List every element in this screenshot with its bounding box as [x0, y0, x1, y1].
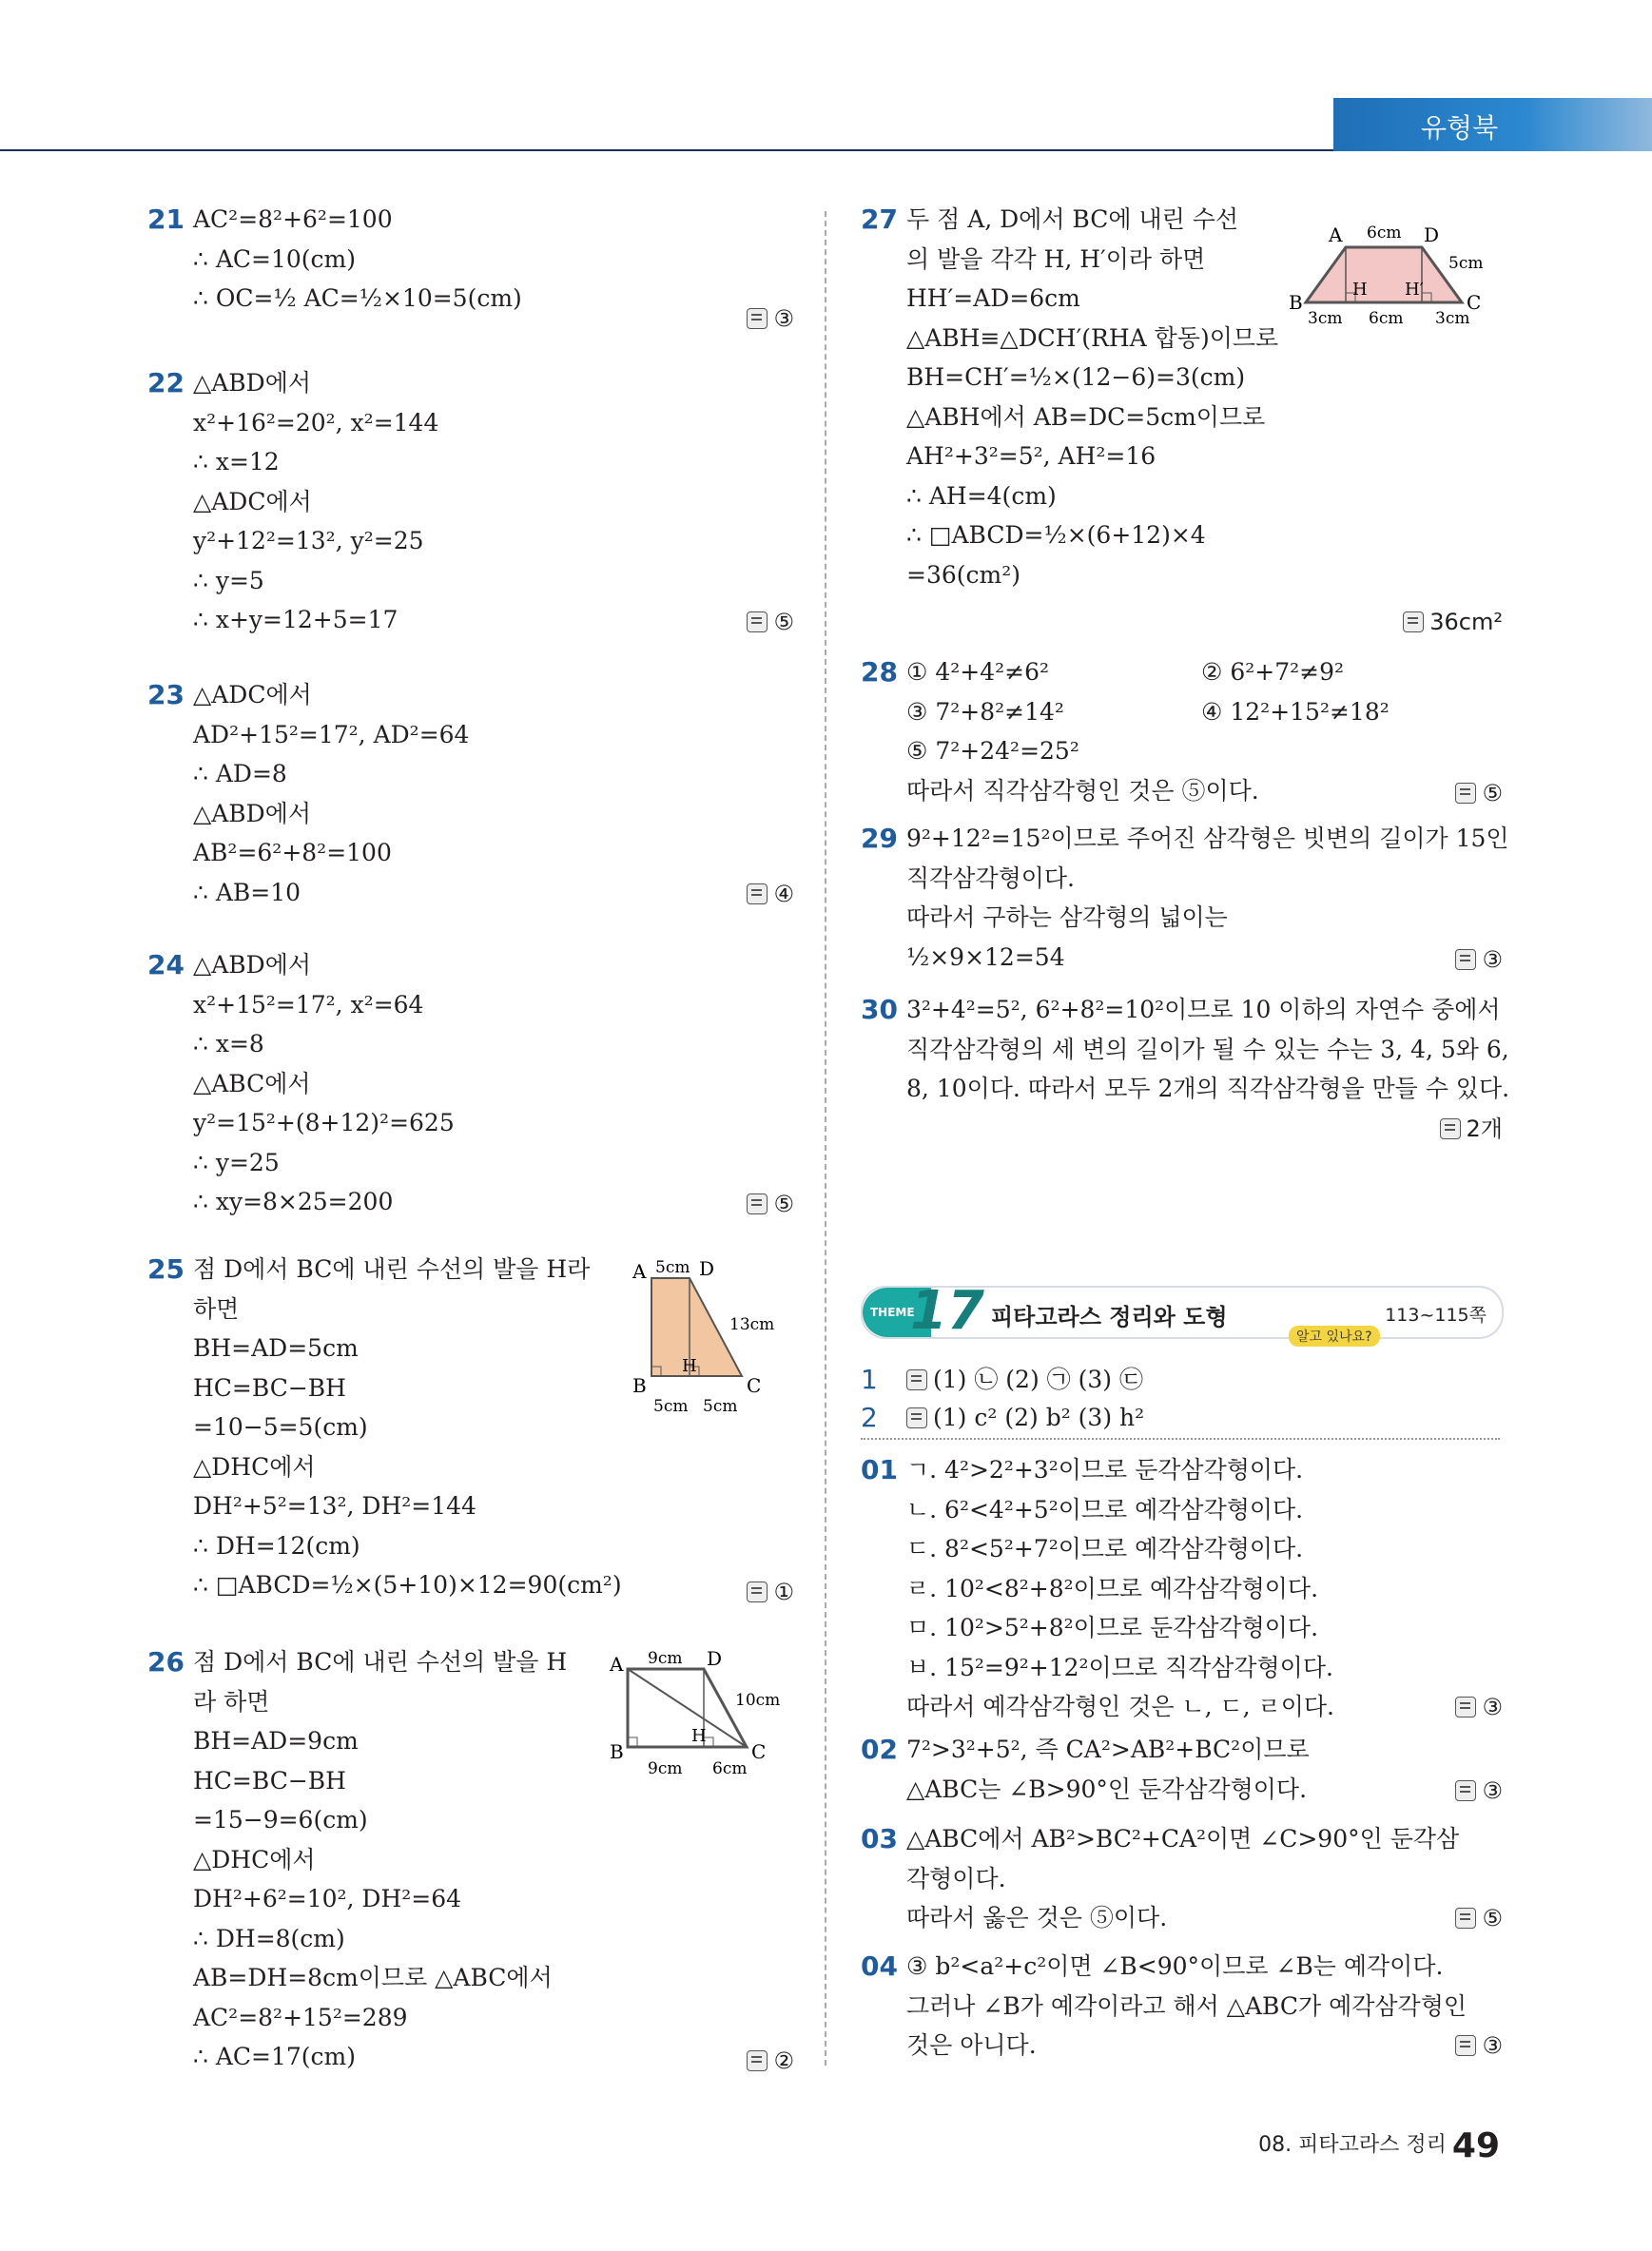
problem-number: 02 — [861, 1734, 898, 1765]
problem-number: 27 — [861, 204, 898, 235]
line: ㄱ. 4²>2²+3²이므로 둔각삼각형이다. — [906, 1456, 1304, 1484]
problem-26 — [147, 1642, 794, 2080]
line: HC=BC−BH — [193, 1766, 346, 1795]
line: ∴ x=12 — [193, 448, 280, 475]
line: 그러나 ∠B가 예각이라고 해서 △ABC가 예각삼각형인 — [906, 1991, 1467, 2020]
problem-number: 2 — [861, 1402, 878, 1433]
line: 점 D에서 BC에 내린 수선의 발을 H라 — [193, 1255, 591, 1283]
problem-27 — [861, 200, 1503, 637]
theme-body — [861, 1360, 1503, 1436]
line: 두 점 A, D에서 BC에 내린 수선 — [906, 205, 1239, 233]
length-label: 13cm — [729, 1315, 775, 1334]
theme-title: 피타고라스 정리와 도형 — [991, 1304, 1228, 1330]
length-label: 3cm — [1435, 309, 1470, 328]
diagonal-line — [628, 1669, 747, 1747]
concept-answer: (1) c² (2) b² (3) h² — [933, 1404, 1145, 1431]
problem-01 — [861, 1450, 1503, 1728]
answer-icon — [1455, 949, 1476, 970]
line: △ABD에서 — [193, 799, 311, 827]
line: AB²=6²+8²=100 — [193, 839, 392, 866]
line: 각형이다. — [906, 1864, 1006, 1892]
line: 따라서 구하는 삼각형의 넓이는 — [906, 903, 1228, 931]
line: ㄴ. 6²<4²+5²이므로 예각삼각형이다. — [906, 1495, 1304, 1523]
vertex-label: H — [682, 1356, 697, 1376]
answer — [747, 875, 794, 915]
line: ∴ y=5 — [193, 566, 264, 594]
line: ∴ DH=12(cm) — [193, 1531, 360, 1560]
length-label: 6cm — [1369, 309, 1404, 328]
line: 점 D에서 BC에 내린 수선의 발을 H — [193, 1648, 568, 1676]
problem-24 — [147, 945, 794, 1231]
answer — [1455, 941, 1503, 980]
line: x²+16²=20², x²=144 — [193, 408, 439, 437]
theme-number: 17 — [910, 1280, 984, 1342]
theme-pages: 113~115쪽 — [1385, 1305, 1487, 1326]
problem-number: 21 — [147, 204, 185, 235]
footer-chapter: 08. 피타고라스 정리 — [1258, 2133, 1447, 2157]
vertex-label: B — [610, 1740, 624, 1763]
line: 것은 아니다. — [906, 2031, 1037, 2059]
line: 직각삼각형의 세 변의 길이가 될 수 있는 수는 3, 4, 5와 6, — [906, 1035, 1509, 1063]
answer-value: ③ — [1482, 2032, 1503, 2059]
vertex-label: D — [699, 1257, 715, 1280]
answer-icon — [1455, 783, 1476, 804]
line: △DHC에서 — [193, 1845, 316, 1873]
trapezoid-figure-25 — [623, 1250, 794, 1421]
problem-number: 29 — [861, 823, 898, 854]
line: 하면 — [193, 1294, 240, 1323]
answer-value: ④ — [773, 881, 794, 907]
line: AH²+3²=5², AH²=16 — [906, 442, 1156, 470]
line: △DHC에서 — [193, 1452, 316, 1481]
problem-number: 01 — [861, 1454, 898, 1485]
answer — [1455, 2027, 1503, 2067]
answer-value: 36cm² — [1429, 609, 1503, 635]
line: △ABH≡△DCH′(RHA 합동)이므로 — [906, 323, 1279, 352]
line: BH=CH′=½×(12−6)=3(cm) — [906, 363, 1246, 391]
answer-icon — [1455, 1697, 1476, 1717]
problem-29 — [861, 819, 1509, 977]
answer-icon — [747, 1193, 768, 1214]
line: ∴ □ABCD=½×(5+10)×12=90(cm²) — [193, 1571, 622, 1599]
problem-22 — [147, 363, 794, 660]
answer — [1455, 1772, 1503, 1812]
vertex-label: A — [1329, 223, 1343, 246]
line: △ADC에서 — [193, 681, 312, 708]
answer — [747, 1573, 794, 1613]
length-label: 6cm — [1367, 223, 1402, 243]
concept-answer: (1) ㉡ (2) ㉠ (3) ㉢ — [933, 1366, 1143, 1393]
line: ∴ xy=8×25=200 — [193, 1188, 394, 1215]
line: ∴ OC=½ AC=½×10=5(cm) — [193, 284, 522, 312]
answer-value: ③ — [1482, 1777, 1503, 1804]
line: AD²+15²=17², AD²=64 — [193, 720, 470, 748]
line: AC²=8²+6²=100 — [193, 205, 393, 233]
answer-value: ⑤ — [1482, 780, 1503, 806]
vertex-label: C — [1467, 291, 1482, 314]
answer-icon — [747, 2050, 768, 2071]
line: △ADC에서 — [193, 487, 312, 515]
problem-number: 04 — [861, 1950, 898, 1982]
line: 7²>3²+5², 즉 CA²>AB²+BC²이므로 — [906, 1736, 1310, 1763]
vertex-label: D — [707, 1647, 723, 1670]
answer-icon — [1440, 1118, 1461, 1139]
line: ∴ y=25 — [193, 1148, 280, 1176]
choice: ⑤ 7²+24²=25² — [906, 737, 1079, 765]
line: 8, 10이다. 따라서 모두 2개의 직각삼각형을 만들 수 있다. — [906, 1075, 1510, 1102]
choice: ④ 12²+15²≠18² — [1201, 697, 1390, 726]
answer-icon — [906, 1407, 927, 1428]
answer — [747, 300, 794, 340]
concept-1 — [861, 1360, 1503, 1398]
section-tab — [1333, 98, 1652, 151]
length-label: 5cm — [655, 1258, 690, 1277]
line: △ABD에서 — [193, 951, 311, 979]
trapezoid-figure-27 — [1281, 200, 1500, 333]
length-label: 3cm — [1308, 309, 1343, 328]
theme-badge-label: THEME — [870, 1306, 915, 1319]
problem-number: 03 — [861, 1823, 898, 1854]
line: △ABD에서 — [193, 369, 311, 397]
line: ∴ □ABCD=½×(6+12)×4 — [906, 521, 1206, 549]
line: ㅂ. 15²=9²+12²이므로 직각삼각형이다. — [906, 1653, 1333, 1681]
column-divider — [825, 211, 826, 2066]
line: =36(cm²) — [906, 560, 1020, 589]
line — [906, 1360, 1503, 1400]
length-label: 9cm — [648, 1649, 683, 1668]
answer-value: ② — [773, 2047, 794, 2074]
line: =10−5=5(cm) — [193, 1413, 368, 1441]
problem-03 — [861, 1819, 1503, 1943]
vertex-label: B — [632, 1374, 647, 1397]
length-label: 5cm — [653, 1397, 689, 1416]
line: 따라서 직각삼각형인 것은 ⑤이다. — [906, 776, 1259, 805]
section-tab-label: 유형북 — [1421, 112, 1499, 144]
length-label: 9cm — [648, 1759, 683, 1778]
answer — [747, 2042, 794, 2082]
answer — [1403, 603, 1503, 643]
choice-row — [906, 652, 1503, 692]
line — [906, 1398, 1503, 1438]
answer-icon — [906, 1369, 927, 1390]
line: ③ b²<a²+c²이면 ∠B<90°이므로 ∠B는 예각이다. — [906, 1952, 1444, 1980]
line: 직각삼각형이다. — [906, 864, 1075, 892]
problem-number: 24 — [147, 949, 185, 980]
vertex-label: H′ — [1405, 280, 1424, 300]
theme-header — [861, 1280, 1504, 1345]
answer-value: ③ — [1482, 946, 1503, 973]
answer-icon — [1455, 1908, 1476, 1929]
problem-number: 26 — [147, 1646, 185, 1678]
answer-value: ⑤ — [773, 609, 794, 635]
line: HC=BC−BH — [193, 1373, 346, 1402]
answer — [747, 1185, 794, 1225]
line: △ABH에서 AB=DC=5cm이므로 — [906, 402, 1266, 431]
page-number: 49 — [1451, 2126, 1500, 2165]
vertex-label: H — [1352, 280, 1368, 300]
problem-25 — [147, 1250, 794, 1616]
vertex-label: C — [747, 1374, 762, 1397]
right-column — [861, 200, 1510, 1148]
line: ∴ AC=17(cm) — [193, 2043, 357, 2070]
vertex-label: D — [1424, 223, 1440, 246]
line: AC²=8²+15²=289 — [193, 2003, 408, 2031]
line: BH=AD=5cm — [193, 1334, 359, 1362]
problem-number: 30 — [861, 994, 898, 1025]
line: ∴ DH=8(cm) — [193, 1924, 345, 1952]
answer-value: ⑤ — [1482, 1905, 1503, 1931]
problem-21 — [147, 200, 794, 342]
vertex-label: A — [632, 1260, 647, 1283]
answer — [1455, 1899, 1503, 1939]
vertex-label: A — [610, 1653, 624, 1676]
answer — [1455, 774, 1503, 814]
problem-number: 28 — [861, 656, 898, 688]
line: 따라서 옳은 것은 ⑤이다. — [906, 1904, 1168, 1931]
line: ∴ x+y=12+5=17 — [193, 606, 398, 633]
line: y²+12²=13², y²=25 — [193, 527, 424, 554]
length-label: 5cm — [1448, 254, 1484, 273]
vertex-label: H — [691, 1726, 707, 1746]
problem-02 — [861, 1730, 1503, 1815]
line: 라 하면 — [193, 1687, 270, 1716]
line: △ABC는 ∠B>90°인 둔각삼각형이다. — [906, 1775, 1308, 1803]
line: BH=AD=9cm — [193, 1727, 359, 1755]
problem-number: 23 — [147, 679, 185, 710]
line: ∴ AB=10 — [193, 878, 301, 906]
length-label: 10cm — [735, 1691, 781, 1710]
answer-icon — [747, 1582, 768, 1602]
answer — [747, 603, 794, 643]
line: ∴ AH=4(cm) — [906, 481, 1057, 510]
line: ∴ AC=10(cm) — [193, 244, 357, 273]
line: 3²+4²=5², 6²+8²=10²이므로 10 이하의 자연수 중에서 — [906, 996, 1501, 1023]
line: DH²+6²=10², DH²=64 — [193, 1885, 462, 1912]
vertex-label: C — [751, 1740, 767, 1763]
line: x²+15²=17², x²=64 — [193, 990, 424, 1019]
length-label: 6cm — [712, 1759, 748, 1778]
dotted-separator — [861, 1438, 1500, 1440]
answer — [1455, 1688, 1503, 1728]
line: ㄷ. 8²<5²+7²이므로 예각삼각형이다. — [906, 1535, 1304, 1562]
problem-04 — [861, 1947, 1503, 2070]
trapezoid-figure-26 — [594, 1642, 794, 1785]
line: △ABC에서 — [193, 1069, 311, 1097]
line: ∴ x=8 — [193, 1030, 264, 1058]
choice: ③ 7²+8²≠14² — [906, 697, 1064, 726]
concept-2 — [861, 1398, 1503, 1436]
answer-value: ③ — [773, 305, 794, 332]
vertex-label: B — [1289, 291, 1303, 314]
choice: ① 4²+4²≠6² — [906, 658, 1050, 686]
page-footer — [1258, 2126, 1500, 2165]
line: ㄹ. 10²<8²+8²이므로 예각삼각형이다. — [906, 1574, 1319, 1602]
line: ㅁ. 10²>5²+8²이므로 둔각삼각형이다. — [906, 1614, 1319, 1641]
line: △ABC에서 AB²>BC²+CA²이면 ∠C>90°인 둔각삼 — [906, 1825, 1460, 1853]
answer-icon — [1403, 611, 1424, 632]
line: HH′=AD=6cm — [906, 284, 1080, 312]
answer-value: 2개 — [1466, 1116, 1503, 1142]
problem-number: 22 — [147, 367, 185, 398]
line: ∴ AD=8 — [193, 760, 287, 787]
answer-value: ⑤ — [773, 1191, 794, 1217]
left-column — [147, 200, 794, 2080]
problem-30 — [861, 990, 1510, 1148]
line: y²=15²+(8+12)²=625 — [193, 1109, 455, 1136]
answer-icon — [747, 611, 768, 632]
problem-number: 1 — [861, 1364, 878, 1395]
answer-icon — [1455, 2035, 1476, 2056]
exercise-block — [861, 1450, 1503, 2070]
choice: ② 6²+7²≠9² — [1201, 658, 1345, 686]
problem-28 — [861, 652, 1503, 809]
line: 9²+12²=15²이므로 주어진 삼각형은 빗변의 길이가 15인 — [906, 825, 1509, 852]
answer-icon — [747, 308, 768, 329]
answer-value: ① — [773, 1579, 794, 1605]
line: ½×9×12=54 — [906, 942, 1065, 971]
answer — [1440, 1110, 1503, 1150]
answer-icon — [747, 883, 768, 904]
length-label: 5cm — [703, 1397, 738, 1416]
line: 따라서 예각삼각형인 것은 ㄴ, ㄷ, ㄹ이다. — [906, 1693, 1334, 1720]
answer-value: ③ — [1482, 1694, 1503, 1720]
line: =15−9=6(cm) — [193, 1806, 368, 1834]
choice-row — [906, 692, 1503, 732]
know-badge: 알고 있나요? — [1289, 1326, 1380, 1347]
answer-icon — [1455, 1780, 1476, 1801]
line: DH²+5²=13², DH²=144 — [193, 1492, 476, 1520]
problem-number: 25 — [147, 1253, 185, 1285]
line: AB=DH=8cm이므로 △ABC에서 — [193, 1964, 553, 1991]
line: 의 발을 각각 H, H′이라 하면 — [906, 244, 1206, 273]
trapezoid-shape — [1306, 247, 1462, 302]
problem-23 — [147, 675, 794, 921]
